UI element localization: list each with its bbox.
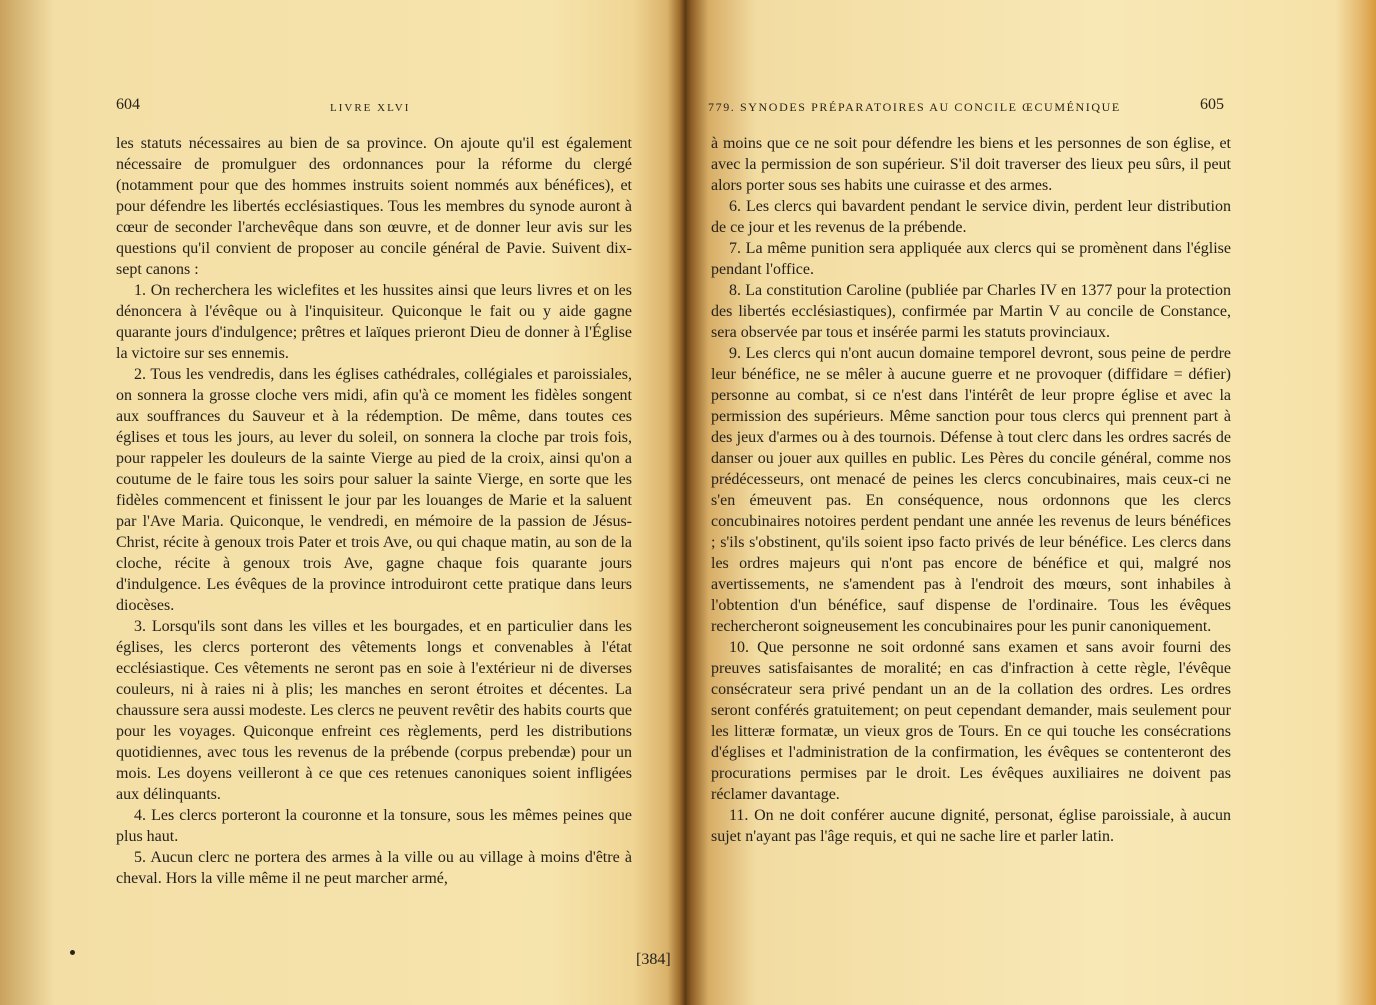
paragraph: 3. Lorsqu'ils sont dans les villes et les bourgades, et en particulier dans les églises, les clercs porteront des vêtements longs et convenables à l'état ecclésiastique. Ces vêtements ne seront pas en soie à l'extérieur ni de diverses couleurs, ni à raies ni à plis; les manches en seront étroites et décentes. La chaussure sera aussi modeste. Les clercs ne peuvent revêtir des habits courts que pour les voyages. Quiconque enfreint ces règlements, perd les distributions quotidiennes, avec tous les revenus de la prébende (corpus prebendæ) pour un mois. Les doyens veilleront à ce que ces retenues canoniques soient infligées aux délinquants. [116,618,632,803]
paragraph: 8. La constitution Caroline (publiée par Charles IV en 1377 pour la protection des libertés ecclésiastiques), confirmée par Martin V au concile de Constance, sera observée par tous et insérée parmi les statuts provinciaux. [711,282,1231,341]
paragraph: 10. Que personne ne soit ordonné sans examen et sans avoir fourni des preuves satisfaisantes de moralité; en cas d'infraction à cette règle, l'évêque consécrateur sera privé pendant un an de la collation des ordres. Les ordres seront conférés gratuitement; on peut cependant demander, mais seulement pour les litteræ formatæ, un vieux gros de Tours. En ce qui touche les consécrations d'églises et l'administration de la confirmation, les évêques se contenteront des procurations permises par le droit. Les évêques auxiliaires ne doivent pas réclamer davantage. [711,639,1231,803]
paragraph: 1. On recherchera les wiclefites et les hussites ainsi que leurs livres et on les dénoncera à l'évêque ou à l'inquisiteur. Quiconque le fait ou y aide gagne quarante jours d'indulgence; prêtres et laïques prieront Dieu de donner à l'Église la victoire sur ses ennemis. [116,282,632,362]
margin-page-reference: [384] [636,951,671,968]
page-number: 605 [1200,96,1224,113]
left-page [0,0,672,1005]
paragraph: 11. On ne doit conférer aucune dignité, personat, église paroissiale, à aucun sujet n'ayant pas l'âge requis, et qui ne sache lire et parler latin. [711,807,1231,845]
paragraph: les statuts nécessaires au bien de sa province. On ajoute qu'il est également nécessaire de promulguer des ordonnances pour la réforme du clergé (notamment pour que des hommes instruits soient nommés aux bénéfices), et pour défendre les libertés ecclésiastiques. Tous les membres du synode auront à cœur de seconder l'archevêque dans son œuvre, et de donner leur avis sur les questions qu'il convient de proposer au concile général de Pavie. Suivent dix-sept canons : [116,135,632,278]
page-number: 604 [116,96,140,113]
paragraph: 6. Les clercs qui bavardent pendant le service divin, perdent leur distribution de ce jour et les revenus de la prébende. [711,198,1231,236]
paragraph: 2. Tous les vendredis, dans les églises cathédrales, collégiales et paroissiales, on sonnera la grosse cloche vers midi, afin qu'à ce moment les fidèles songent aux souffrances du Sauveur et à la rédemption. De même, dans toutes ces églises et tous les jours, au lever du soleil, on sonnera la cloche par trois fois, pour rappeler les douleurs de la sainte Vierge au pied de la croix, ainsi qu'on a coutume de le faire tous les soirs pour saluer la sainte Vierge, en sorte que les fidèles commencent et finissent le jour par les louanges de Marie et la saluent par l'Ave Maria. Quiconque, le vendredi, en mémoire de la passion de Jésus-Christ, récite à genoux trois Pater et trois Ave, ou qui chaque matin, au son de la cloche, récite à genoux trois Ave, gagne chaque fois quarante jours d'indulgence. Les évêques de la province introduiront cette pratique dans leurs diocèses. [116,366,632,614]
running-title: LIVRE XLVI [330,102,411,114]
ink-speck [70,950,75,955]
paragraph: à moins que ce ne soit pour défendre les biens et les personnes de son église, et avec la permission de son supérieur. S'il doit traverser des lieux peu sûrs, il peut alors porter sous ses habits une cuirasse et des armes. [711,135,1231,194]
running-title: 779. SYNODES PRÉPARATOIRES AU CONCILE ŒCUMÉNIQUE [708,100,1121,114]
page-body [116,133,632,889]
paragraph: 5. Aucun clerc ne portera des armes à la ville ou au village à moins d'être à cheval. Hors la ville même il ne peut marcher armé, [116,849,632,887]
paragraph: 7. La même punition sera appliquée aux clercs qui se promènent dans l'église pendant l'office. [711,240,1231,278]
page-body [711,133,1231,847]
paragraph: 9. Les clercs qui n'ont aucun domaine temporel devront, sous peine de perdre leur bénéfice, ne se mêler à aucune guerre et ne provoquer (diffidare = défier) personne au combat, si ce n'est dans l'intérêt de leur propre église et avec la permission des supérieurs. Même sanction pour tous clercs qui prennent part à des jeux d'armes ou à des tournois. Défense à tout clerc dans les ordres sacrés de danser ou jouer aux quilles en public. Les Pères du concile général, comme nos prédécesseurs, ont menacé de peines les clercs concubinaires, mais ceux-ci ne s'en émeuvent pas. En conséquence, nous ordonnons que les clercs concubinaires notoires perdent pendant une année les revenus de leurs bénéfices ; s'ils s'obstinent, qu'ils soient ipso facto privés de leur bénéfice. Les clercs dans les ordres majeurs qui n'ont pas encore de bénéfice et qui, malgré nos avertissements, ne s'amendent pas à l'endroit des mœurs, sont inhabiles à l'obtention d'un bénéfice, sauf dispense de l'ordinaire. Tous les évêques rechercheront soigneusement les concubinaires pour les punir canoniquement. [711,345,1231,635]
paragraph: 4. Les clercs porteront la couronne et la tonsure, sous les mêmes peines que plus haut. [116,807,632,845]
right-page [680,0,1376,1005]
